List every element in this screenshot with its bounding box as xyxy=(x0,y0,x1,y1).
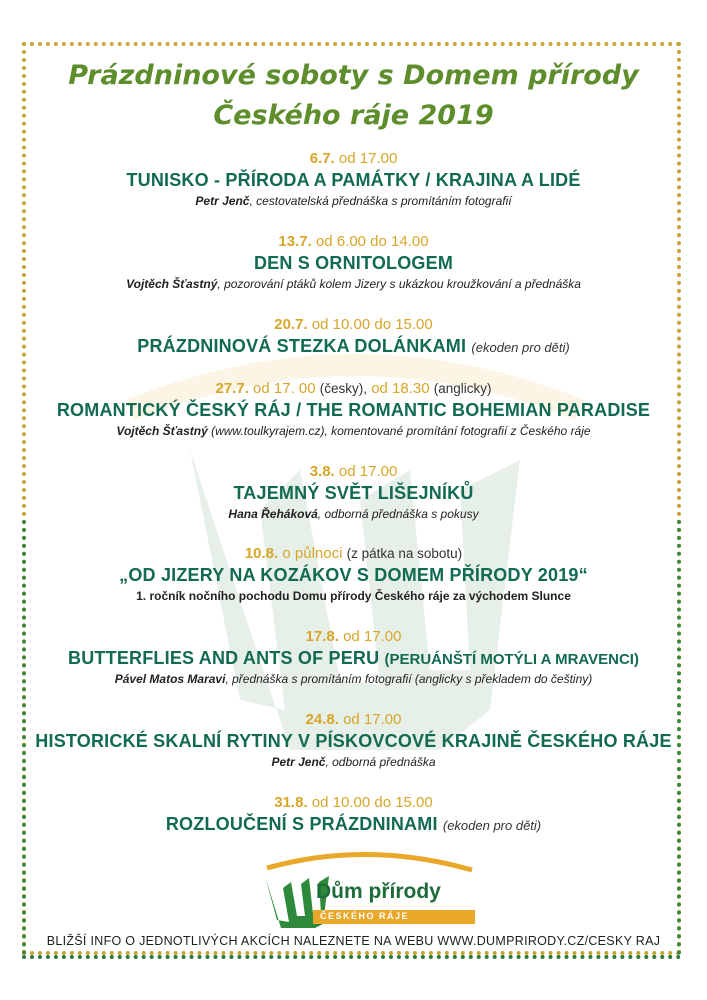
event-time: od 6.00 do 14.00 xyxy=(315,233,429,250)
event-item xyxy=(0,545,707,603)
event-desc: , cestovatelská přednáška s promítáním fotografií xyxy=(249,194,512,208)
event-item xyxy=(0,794,707,835)
event-date: 17.8. xyxy=(305,628,339,645)
event-item xyxy=(0,316,707,357)
event-title: TAJEMNÝ SVĚT LIŠEJNÍKŮ xyxy=(233,483,474,503)
event-item xyxy=(0,711,707,769)
dotted-border-bottom-green xyxy=(22,950,681,959)
event-desc: , odborná přednáška s pokusy xyxy=(317,507,479,521)
event-time: o půlnoci xyxy=(282,545,343,562)
event-time: od 10.00 do 15.00 xyxy=(311,316,433,333)
event-time2-note: (anglicky) xyxy=(433,381,492,396)
page-title-line1: Prázdninové soboty s Domem přírody xyxy=(68,60,639,91)
event-desc: (www.toulkyrajem.cz), komentované promítání fotografií z Českého ráje xyxy=(207,424,591,438)
event-time: od 17.00 xyxy=(343,628,402,645)
event-title: ROZLOUČENÍ S PRÁZDNINAMI xyxy=(165,814,438,834)
footer-info: BLIŽŠÍ INFO O JEDNOTLIVÝCH AKCÍCH NALEZNETE NA WEBU WWW.DUMPRIRODY.CZ/CESKY RAJ xyxy=(46,934,661,948)
event-title: PRÁZDNINOVÁ STEZKA DOLÁNKAMI xyxy=(137,336,467,356)
event-time-note: (z pátka na sobotu) xyxy=(346,546,463,561)
event-person: Vojtěch Šťastný xyxy=(126,277,218,291)
event-item xyxy=(0,463,707,521)
event-time: od 10.00 do 15.00 xyxy=(311,794,433,811)
event-person: Petr Jenč xyxy=(195,194,250,208)
event-time: od 17. 00 xyxy=(253,380,316,397)
event-title: „OD JIZERY NA KOZÁKOV S DOMEM PŘÍRODY 2019“ xyxy=(119,565,588,585)
event-note: (PERUÁNŠTÍ MOTÝLI A MRAVENCI) xyxy=(384,651,639,668)
event-title: BUTTERFLIES AND ANTS OF PERU xyxy=(68,648,380,668)
event-date: 20.7. xyxy=(274,316,308,333)
event-date: 10.8. xyxy=(244,545,279,562)
event-date: 24.8. xyxy=(305,711,339,728)
event-time2: od 18.30 xyxy=(371,380,430,397)
event-note: (ekoden pro děti) xyxy=(471,340,570,355)
event-title: ROMANTICKÝ ČESKÝ RÁJ / THE ROMANTIC BOHEMIAN PARADISE xyxy=(56,400,651,420)
event-time: od 17.00 xyxy=(343,711,402,728)
event-item xyxy=(0,380,707,438)
event-desc: 1. ročník nočního pochodu Domu přírody Českého ráje za východem Slunce xyxy=(136,589,571,603)
event-desc: , pozorování ptáků kolem Jizery s ukázkou kroužkování a přednáška xyxy=(217,277,581,291)
event-item xyxy=(0,150,707,208)
event-date: 13.7. xyxy=(278,233,312,250)
event-time: od 17.00 xyxy=(338,150,398,167)
event-person: Hana Řeháková xyxy=(228,507,318,521)
event-person: Petr Jenč xyxy=(271,755,326,769)
event-title: HISTORICKÉ SKALNÍ RYTINY V PÍSKOVCOVÉ KRAJINĚ ČESKÉHO RÁJE xyxy=(35,731,672,751)
event-title: TUNISKO - PŘÍRODA A PAMÁTKY / KRAJINA A LIDÉ xyxy=(126,170,581,190)
event-note: (ekoden pro děti) xyxy=(442,818,542,833)
event-desc: , odborná přednáška xyxy=(325,755,436,769)
event-date: 3.8. xyxy=(309,463,335,480)
event-person: Vojtěch Šťastný xyxy=(116,424,208,438)
event-date: 27.7. xyxy=(215,380,249,397)
event-title: DEN S ORNITOLOGEM xyxy=(253,253,454,273)
logo-name: Dům přírody xyxy=(316,880,441,903)
page-title-line2: Českého ráje 2019 xyxy=(213,100,494,131)
event-date: 31.8. xyxy=(274,794,308,811)
event-time: od 17.00 xyxy=(338,463,398,480)
event-item xyxy=(0,628,707,686)
event-desc: , přednáška s promítáním fotografií (anglicky s překladem do češtiny) xyxy=(225,672,593,686)
logo-subtitle: ČESKÉHO RÁJE xyxy=(320,911,410,921)
event-date: 6.7. xyxy=(309,150,335,167)
event-person: Pável Matos Maravi xyxy=(114,672,226,686)
event-item xyxy=(0,233,707,291)
event-time-note: (česky), xyxy=(319,381,368,396)
